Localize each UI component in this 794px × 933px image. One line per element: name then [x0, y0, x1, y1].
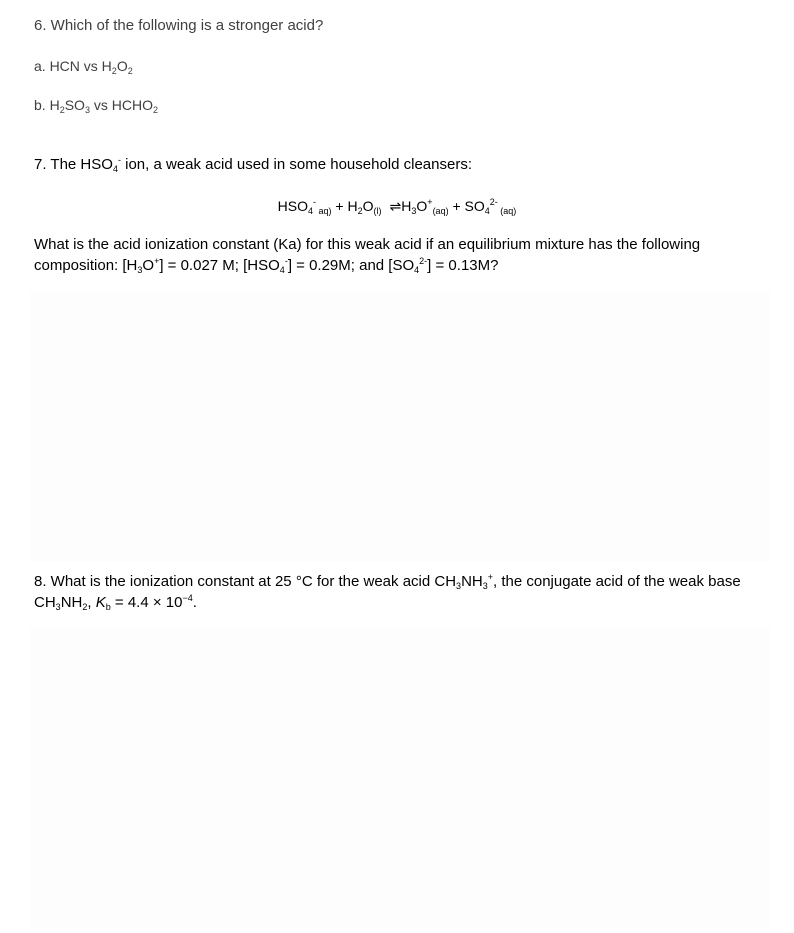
- eq-h3o-sup: +: [427, 197, 433, 207]
- q7-question-line2: [34, 256, 498, 276]
- q6-a-mid: O: [116, 58, 128, 74]
- q8-l2-c: ,: [87, 594, 96, 611]
- eq-h2o-state: (l): [373, 206, 382, 216]
- equilibrium-arrow-icon: ⇌: [389, 198, 402, 214]
- q7-answer-area[interactable]: [30, 292, 770, 562]
- q7-intro-sub: 4: [112, 164, 118, 174]
- q6-option-b: [34, 95, 158, 115]
- q8-l1-b: NH: [461, 573, 483, 590]
- q8-question-line2: [34, 593, 197, 613]
- q8-kb-sub: b: [105, 602, 111, 612]
- q8-l2-d: = 4.4 × 10: [110, 594, 183, 611]
- q6-b-sub2: 3: [84, 105, 90, 115]
- q7-l2-e: ] = 0.13M?: [427, 257, 499, 274]
- q7-line1-text: What is the acid ionization constant (Ka) for this weak acid if an equilibrium mixture has the following: [34, 236, 701, 253]
- q8-l2-sub2: 2: [82, 602, 88, 612]
- q6-question: [34, 16, 323, 36]
- q7-intro-b: ion, a weak acid used in some household cleansers:: [120, 156, 472, 173]
- q8-l1-a: 8. What is the ionization constant at 25 °C for the weak acid CH: [34, 573, 457, 590]
- q6-b-sub1: 2: [59, 105, 65, 115]
- eq-hso4: HSO: [277, 198, 309, 214]
- q8-l2-b: NH: [60, 594, 83, 611]
- q6-b-mid1: SO: [64, 97, 85, 113]
- q7-l2-d: ] = 0.29M; and [SO: [287, 257, 415, 274]
- eq-h3o-o: O: [416, 198, 428, 214]
- q7-l2-sup3: 2-: [419, 256, 428, 266]
- q7-l2-b: O: [142, 257, 155, 274]
- q7-equation: [0, 196, 794, 216]
- eq-plus-h2o: + H: [331, 198, 358, 214]
- eq-so4-sup: 2-: [489, 197, 498, 207]
- eq-h2o-sub: 2: [357, 206, 363, 216]
- q8-l1-c: , the conjugate acid of the weak base: [493, 573, 741, 590]
- eq-so4-state: (aq): [497, 206, 517, 216]
- q8-kb-symbol: K: [95, 594, 106, 611]
- q7-intro: [34, 155, 472, 175]
- q6-b-text: b. H: [34, 97, 60, 113]
- q8-l2-e: .: [192, 594, 197, 611]
- q6-question-text: 6. Which of the following is a stronger acid?: [34, 17, 324, 34]
- eq-hso4-state: aq): [316, 206, 332, 216]
- eq-plus-so4: + SO: [448, 198, 485, 214]
- q7-intro-a: 7. The HSO: [34, 156, 113, 173]
- q6-a-text: a. HCN vs H: [34, 58, 112, 74]
- q8-question-line1: [34, 572, 741, 592]
- eq-hso4-sup: -: [313, 197, 317, 207]
- q7-l2-sup1: +: [154, 256, 160, 266]
- eq-h2o-o: O: [362, 198, 374, 214]
- q7-l2-sub3: 4: [414, 265, 420, 275]
- q6-a-sub1: 2: [111, 66, 117, 76]
- q8-l2-a: CH: [34, 594, 56, 611]
- q7-l2-sup2: -: [284, 256, 288, 266]
- q7-l2-sub2: 4: [279, 265, 285, 275]
- eq-h3o-state: (aq): [432, 206, 449, 216]
- q8-l2-exp: −4: [182, 593, 193, 603]
- q7-question-line1: [34, 235, 700, 255]
- q8-l1-sub2: 3: [482, 581, 488, 591]
- q8-answer-area[interactable]: [30, 628, 770, 928]
- q8-l2-sub1: 3: [55, 602, 61, 612]
- eq-so4-sub: 4: [484, 206, 490, 216]
- q6-a-sub2: 2: [127, 66, 133, 76]
- q7-l2-a: composition: [H: [34, 257, 138, 274]
- q8-l1-sup1: +: [487, 572, 494, 582]
- eq-h3o-sub: 3: [411, 206, 417, 216]
- eq-h3o-h: H: [401, 198, 412, 214]
- q7-intro-sup: -: [117, 155, 121, 165]
- q6-b-mid2: vs HCHO: [89, 97, 153, 113]
- q6-b-sub3: 2: [152, 105, 158, 115]
- q7-l2-sub1: 3: [137, 265, 143, 275]
- q6-option-a: [34, 56, 133, 76]
- eq-hso4-sub: 4: [308, 206, 314, 216]
- q7-l2-c: ] = 0.027 M; [HSO: [159, 257, 280, 274]
- q8-l1-sub1: 3: [456, 581, 462, 591]
